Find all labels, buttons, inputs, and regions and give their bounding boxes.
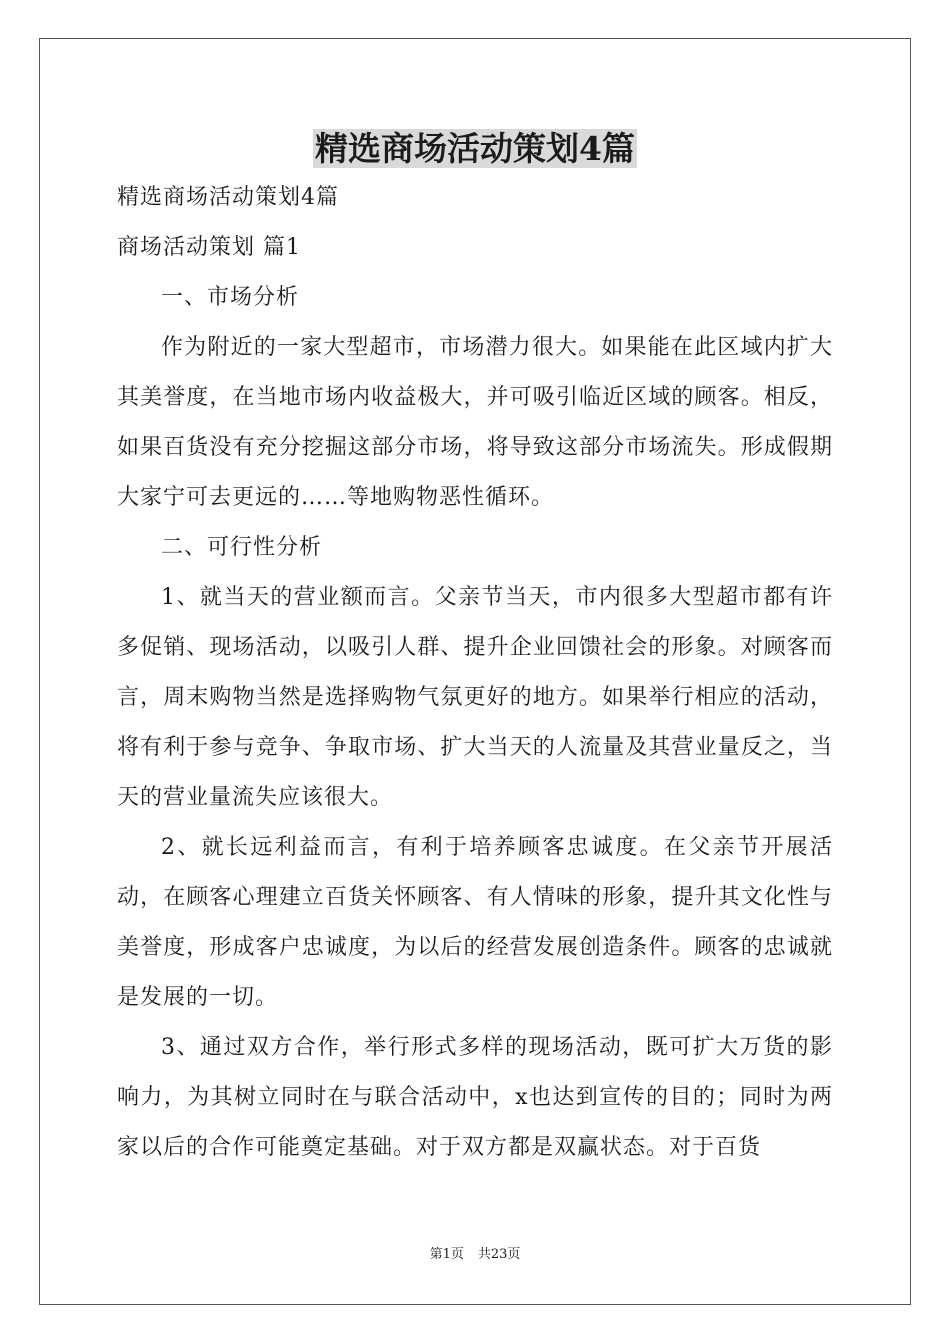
paragraph: 3、通过双方合作，举行形式多样的现场活动，既可扩大万货的影响力，为其树立同时在与联合活动中，x也达到宣传的目的；同时为两家以后的合作可能奠定基础。对于双方都是双赢状态。对于百货: [117, 1035, 833, 1160]
paragraph: 精选商场活动策划4篇: [117, 185, 339, 210]
paragraph: 1、就当天的营业额而言。父亲节当天，市内很多大型超市都有许多促销、现场活动，以吸引人群、提升企业回馈社会的形象。对顾客而言，周末购物当然是选择购物气氛更好的地方。如果举行相应的活动，将有利于参与竞争、争取市场、扩大当天的人流量及其营业量反之，当天的营业量流失应该很大。: [117, 585, 833, 810]
paragraph: 作为附近的一家大型超市，市场潜力很大。如果能在此区域内扩大其美誉度，在当地市场内收益极大，并可吸引临近区域的顾客。相反，如果百货没有充分挖掘这部分市场，将导致这部分市场流失。形成假期大家宁可去更远的……等地购物恶性循环。: [117, 335, 833, 510]
document-title: [0, 126, 950, 172]
section-heading: 商场活动策划 篇1: [117, 235, 301, 260]
page-total: 共23页: [477, 1247, 521, 1262]
document-body: [117, 173, 833, 1173]
page-footer: [0, 1246, 950, 1264]
page-number: 第1页: [429, 1247, 464, 1262]
document-title-text: 精选商场活动策划4篇: [315, 129, 635, 168]
subheading: 一、市场分析: [161, 285, 300, 310]
subheading: 二、可行性分析: [161, 535, 323, 560]
paragraph: 2、就长远利益而言，有利于培养顾客忠诚度。在父亲节开展活动，在顾客心理建立百货关怀顾客、有人情味的形象，提升其文化性与美誉度，形成客户忠诚度，为以后的经营发展创造条件。顾客的忠诚就是发展的一切。: [117, 835, 833, 1010]
